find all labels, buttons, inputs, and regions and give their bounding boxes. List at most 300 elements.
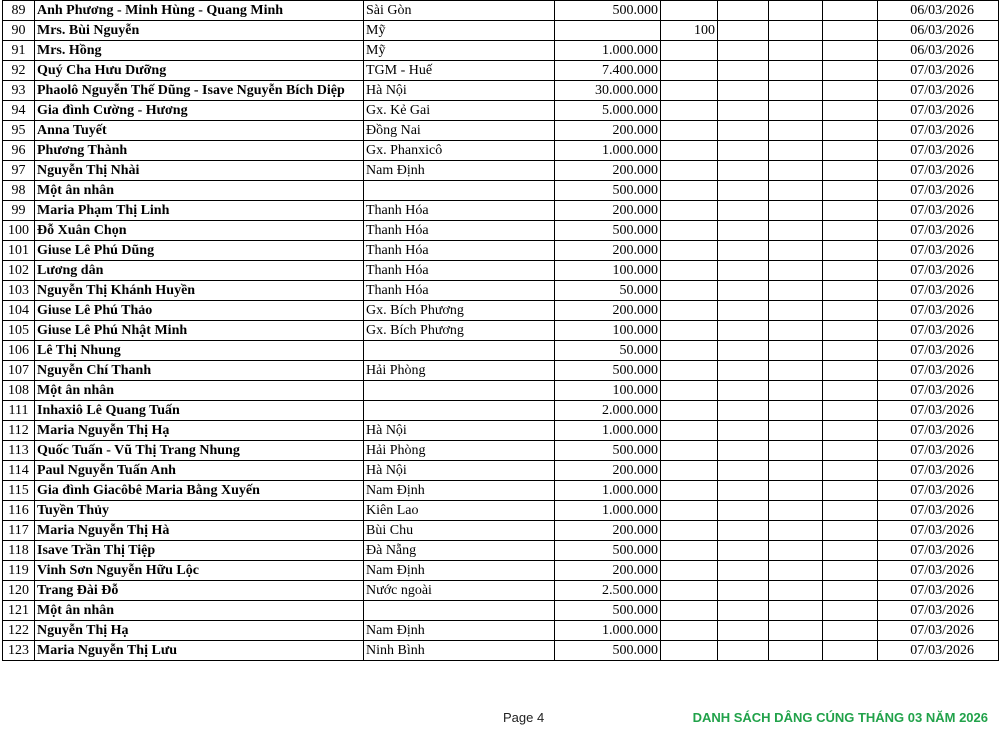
donor-place: Mỹ bbox=[364, 41, 555, 61]
donor-name: Giuse Lê Phú Nhật Minh bbox=[35, 321, 364, 341]
donation-date: 07/03/2026 bbox=[878, 541, 999, 561]
donation-amount: 1.000.000 bbox=[555, 621, 661, 641]
empty-cell bbox=[769, 1, 823, 21]
donation-amount: 1.000.000 bbox=[555, 501, 661, 521]
donor-name: Maria Nguyễn Thị Hà bbox=[35, 521, 364, 541]
other-amount bbox=[661, 641, 718, 661]
donation-date: 07/03/2026 bbox=[878, 321, 999, 341]
empty-cell bbox=[823, 221, 878, 241]
table-row bbox=[3, 241, 999, 261]
donation-amount: 500.000 bbox=[555, 1, 661, 21]
donor-name: Một ân nhân bbox=[35, 601, 364, 621]
donation-date: 07/03/2026 bbox=[878, 521, 999, 541]
empty-cell bbox=[718, 361, 769, 381]
donor-name: Maria Nguyễn Thị Hạ bbox=[35, 421, 364, 441]
donation-amount: 200.000 bbox=[555, 521, 661, 541]
empty-cell bbox=[718, 21, 769, 41]
other-amount bbox=[661, 141, 718, 161]
donation-amount bbox=[555, 21, 661, 41]
table-row bbox=[3, 101, 999, 121]
empty-cell bbox=[769, 321, 823, 341]
donor-name: Paul Nguyễn Tuấn Anh bbox=[35, 461, 364, 481]
empty-cell bbox=[823, 501, 878, 521]
other-amount bbox=[661, 401, 718, 421]
donation-date: 07/03/2026 bbox=[878, 601, 999, 621]
donor-place bbox=[364, 381, 555, 401]
other-amount bbox=[661, 341, 718, 361]
empty-cell bbox=[718, 81, 769, 101]
empty-cell bbox=[718, 541, 769, 561]
other-amount bbox=[661, 201, 718, 221]
empty-cell bbox=[823, 441, 878, 461]
donor-name: Gia đình Cường - Hương bbox=[35, 101, 364, 121]
donor-place bbox=[364, 341, 555, 361]
row-number: 114 bbox=[3, 461, 35, 481]
table-row bbox=[3, 81, 999, 101]
empty-cell bbox=[718, 161, 769, 181]
donation-amount: 50.000 bbox=[555, 281, 661, 301]
empty-cell bbox=[718, 381, 769, 401]
donor-name: Maria Nguyễn Thị Lưu bbox=[35, 641, 364, 661]
empty-cell bbox=[718, 461, 769, 481]
table-row bbox=[3, 641, 999, 661]
other-amount bbox=[661, 101, 718, 121]
other-amount bbox=[661, 121, 718, 141]
donation-date: 07/03/2026 bbox=[878, 461, 999, 481]
row-number: 102 bbox=[3, 261, 35, 281]
table-row bbox=[3, 401, 999, 421]
donation-date: 07/03/2026 bbox=[878, 121, 999, 141]
empty-cell bbox=[769, 181, 823, 201]
donor-name: Một ân nhân bbox=[35, 181, 364, 201]
empty-cell bbox=[823, 341, 878, 361]
donation-date: 07/03/2026 bbox=[878, 581, 999, 601]
empty-cell bbox=[823, 201, 878, 221]
empty-cell bbox=[769, 261, 823, 281]
empty-cell bbox=[718, 601, 769, 621]
row-number: 94 bbox=[3, 101, 35, 121]
table-row bbox=[3, 541, 999, 561]
donor-name: Phaolô Nguyễn Thế Dũng - Isave Nguyễn Bích Diệp bbox=[35, 81, 364, 101]
empty-cell bbox=[823, 41, 878, 61]
donor-name: Trang Đài Đỗ bbox=[35, 581, 364, 601]
donation-date: 07/03/2026 bbox=[878, 181, 999, 201]
donor-place bbox=[364, 401, 555, 421]
row-number: 119 bbox=[3, 561, 35, 581]
empty-cell bbox=[718, 441, 769, 461]
donor-name: Giuse Lê Phú Dũng bbox=[35, 241, 364, 261]
empty-cell bbox=[823, 421, 878, 441]
other-amount bbox=[661, 301, 718, 321]
empty-cell bbox=[823, 1, 878, 21]
donation-date: 06/03/2026 bbox=[878, 41, 999, 61]
empty-cell bbox=[823, 161, 878, 181]
empty-cell bbox=[718, 201, 769, 221]
other-amount bbox=[661, 461, 718, 481]
donor-name: Inhaxiô Lê Quang Tuấn bbox=[35, 401, 364, 421]
empty-cell bbox=[718, 101, 769, 121]
donor-name: Phương Thành bbox=[35, 141, 364, 161]
empty-cell bbox=[718, 221, 769, 241]
empty-cell bbox=[769, 161, 823, 181]
row-number: 115 bbox=[3, 481, 35, 501]
other-amount bbox=[661, 481, 718, 501]
table-row bbox=[3, 1, 999, 21]
donation-table bbox=[2, 0, 999, 661]
donation-amount: 500.000 bbox=[555, 441, 661, 461]
empty-cell bbox=[718, 421, 769, 441]
empty-cell bbox=[769, 21, 823, 41]
row-number: 123 bbox=[3, 641, 35, 661]
table-row bbox=[3, 581, 999, 601]
empty-cell bbox=[823, 601, 878, 621]
donation-amount: 500.000 bbox=[555, 641, 661, 661]
empty-cell bbox=[769, 621, 823, 641]
empty-cell bbox=[718, 521, 769, 541]
empty-cell bbox=[718, 61, 769, 81]
donation-date: 07/03/2026 bbox=[878, 201, 999, 221]
donation-date: 07/03/2026 bbox=[878, 561, 999, 581]
empty-cell bbox=[823, 241, 878, 261]
other-amount bbox=[661, 61, 718, 81]
empty-cell bbox=[718, 561, 769, 581]
row-number: 98 bbox=[3, 181, 35, 201]
donor-name: Một ân nhân bbox=[35, 381, 364, 401]
row-number: 96 bbox=[3, 141, 35, 161]
donor-name: Maria Phạm Thị Linh bbox=[35, 201, 364, 221]
donor-place: Nam Định bbox=[364, 481, 555, 501]
empty-cell bbox=[823, 481, 878, 501]
empty-cell bbox=[823, 101, 878, 121]
donor-place: Hải Phòng bbox=[364, 441, 555, 461]
empty-cell bbox=[769, 141, 823, 161]
donor-place: Gx. Bích Phương bbox=[364, 321, 555, 341]
donation-date: 07/03/2026 bbox=[878, 621, 999, 641]
donation-date: 07/03/2026 bbox=[878, 81, 999, 101]
empty-cell bbox=[769, 221, 823, 241]
donation-date: 07/03/2026 bbox=[878, 441, 999, 461]
donation-amount: 1.000.000 bbox=[555, 141, 661, 161]
donor-place: Hà Nội bbox=[364, 461, 555, 481]
empty-cell bbox=[769, 481, 823, 501]
other-amount bbox=[661, 181, 718, 201]
donation-amount: 7.400.000 bbox=[555, 61, 661, 81]
donor-place: Thanh Hóa bbox=[364, 281, 555, 301]
donation-date: 07/03/2026 bbox=[878, 301, 999, 321]
empty-cell bbox=[823, 261, 878, 281]
donor-place: Gx. Bích Phương bbox=[364, 301, 555, 321]
donation-date: 06/03/2026 bbox=[878, 21, 999, 41]
table-row bbox=[3, 561, 999, 581]
donation-date: 06/03/2026 bbox=[878, 1, 999, 21]
donor-name: Anh Phương - Minh Hùng - Quang Minh bbox=[35, 1, 364, 21]
table-row bbox=[3, 621, 999, 641]
donation-amount: 2.000.000 bbox=[555, 401, 661, 421]
donation-amount: 5.000.000 bbox=[555, 101, 661, 121]
empty-cell bbox=[718, 1, 769, 21]
donation-amount: 2.500.000 bbox=[555, 581, 661, 601]
donation-amount: 500.000 bbox=[555, 601, 661, 621]
donation-amount: 200.000 bbox=[555, 241, 661, 261]
empty-cell bbox=[718, 501, 769, 521]
empty-cell bbox=[718, 281, 769, 301]
empty-cell bbox=[823, 141, 878, 161]
row-number: 105 bbox=[3, 321, 35, 341]
empty-cell bbox=[823, 521, 878, 541]
row-number: 104 bbox=[3, 301, 35, 321]
empty-cell bbox=[769, 121, 823, 141]
empty-cell bbox=[769, 61, 823, 81]
empty-cell bbox=[823, 181, 878, 201]
donor-place: Nam Định bbox=[364, 621, 555, 641]
other-amount bbox=[661, 421, 718, 441]
donor-name: Vinh Sơn Nguyễn Hữu Lộc bbox=[35, 561, 364, 581]
table-row bbox=[3, 521, 999, 541]
table-row bbox=[3, 281, 999, 301]
donation-amount: 1.000.000 bbox=[555, 481, 661, 501]
donation-date: 07/03/2026 bbox=[878, 381, 999, 401]
other-amount: 100 bbox=[661, 21, 718, 41]
other-amount bbox=[661, 521, 718, 541]
empty-cell bbox=[769, 381, 823, 401]
donor-place: Thanh Hóa bbox=[364, 241, 555, 261]
donor-name: Quý Cha Hưu Dưỡng bbox=[35, 61, 364, 81]
donation-amount: 200.000 bbox=[555, 161, 661, 181]
other-amount bbox=[661, 221, 718, 241]
empty-cell bbox=[718, 641, 769, 661]
donation-amount: 200.000 bbox=[555, 561, 661, 581]
donor-place: Thanh Hóa bbox=[364, 221, 555, 241]
empty-cell bbox=[823, 401, 878, 421]
donation-date: 07/03/2026 bbox=[878, 141, 999, 161]
empty-cell bbox=[718, 261, 769, 281]
table-row bbox=[3, 41, 999, 61]
donor-place: Bùi Chu bbox=[364, 521, 555, 541]
empty-cell bbox=[718, 341, 769, 361]
empty-cell bbox=[823, 361, 878, 381]
donor-name: Nguyễn Thị Khánh Huyền bbox=[35, 281, 364, 301]
other-amount bbox=[661, 281, 718, 301]
donation-amount: 200.000 bbox=[555, 461, 661, 481]
donation-amount: 500.000 bbox=[555, 221, 661, 241]
table-row bbox=[3, 441, 999, 461]
row-number: 91 bbox=[3, 41, 35, 61]
donor-place: Nam Định bbox=[364, 161, 555, 181]
row-number: 118 bbox=[3, 541, 35, 561]
row-number: 90 bbox=[3, 21, 35, 41]
row-number: 117 bbox=[3, 521, 35, 541]
table-row bbox=[3, 601, 999, 621]
donor-place: Kiên Lao bbox=[364, 501, 555, 521]
row-number: 120 bbox=[3, 581, 35, 601]
donor-place: Đồng Nai bbox=[364, 121, 555, 141]
donor-place: Hải Phòng bbox=[364, 361, 555, 381]
empty-cell bbox=[823, 21, 878, 41]
empty-cell bbox=[718, 181, 769, 201]
donor-name: Lương dân bbox=[35, 261, 364, 281]
empty-cell bbox=[823, 641, 878, 661]
donation-date: 07/03/2026 bbox=[878, 401, 999, 421]
other-amount bbox=[661, 381, 718, 401]
donor-name: Quốc Tuấn - Vũ Thị Trang Nhung bbox=[35, 441, 364, 461]
empty-cell bbox=[769, 601, 823, 621]
donation-amount: 500.000 bbox=[555, 541, 661, 561]
donation-amount: 500.000 bbox=[555, 361, 661, 381]
empty-cell bbox=[718, 41, 769, 61]
empty-cell bbox=[823, 381, 878, 401]
empty-cell bbox=[769, 441, 823, 461]
row-number: 100 bbox=[3, 221, 35, 241]
table-row bbox=[3, 501, 999, 521]
table-row bbox=[3, 221, 999, 241]
donation-date: 07/03/2026 bbox=[878, 421, 999, 441]
row-number: 93 bbox=[3, 81, 35, 101]
table-row bbox=[3, 181, 999, 201]
other-amount bbox=[661, 261, 718, 281]
empty-cell bbox=[823, 321, 878, 341]
donor-place: Thanh Hóa bbox=[364, 261, 555, 281]
donation-amount: 30.000.000 bbox=[555, 81, 661, 101]
empty-cell bbox=[718, 321, 769, 341]
table-row bbox=[3, 21, 999, 41]
empty-cell bbox=[769, 81, 823, 101]
donor-name: Giuse Lê Phú Thảo bbox=[35, 301, 364, 321]
donation-amount: 100.000 bbox=[555, 261, 661, 281]
donation-date: 07/03/2026 bbox=[878, 221, 999, 241]
donation-date: 07/03/2026 bbox=[878, 481, 999, 501]
donor-name: Nguyễn Thị Nhài bbox=[35, 161, 364, 181]
donation-date: 07/03/2026 bbox=[878, 101, 999, 121]
empty-cell bbox=[769, 341, 823, 361]
empty-cell bbox=[769, 421, 823, 441]
other-amount bbox=[661, 501, 718, 521]
table-row bbox=[3, 361, 999, 381]
row-number: 112 bbox=[3, 421, 35, 441]
other-amount bbox=[661, 621, 718, 641]
empty-cell bbox=[769, 461, 823, 481]
donor-place: Nam Định bbox=[364, 561, 555, 581]
other-amount bbox=[661, 581, 718, 601]
other-amount bbox=[661, 321, 718, 341]
donor-place: Gx. Kẻ Gai bbox=[364, 101, 555, 121]
other-amount bbox=[661, 441, 718, 461]
row-number: 107 bbox=[3, 361, 35, 381]
donor-place: Đà Nẵng bbox=[364, 541, 555, 561]
row-number: 101 bbox=[3, 241, 35, 261]
donation-sheet bbox=[2, 0, 999, 661]
donation-date: 07/03/2026 bbox=[878, 281, 999, 301]
donor-place: TGM - Huế bbox=[364, 61, 555, 81]
row-number: 111 bbox=[3, 401, 35, 421]
empty-cell bbox=[823, 81, 878, 101]
donation-amount: 1.000.000 bbox=[555, 41, 661, 61]
empty-cell bbox=[718, 581, 769, 601]
donation-date: 07/03/2026 bbox=[878, 361, 999, 381]
donor-place: Gx. Phanxicô bbox=[364, 141, 555, 161]
empty-cell bbox=[769, 541, 823, 561]
row-number: 121 bbox=[3, 601, 35, 621]
donor-name: Isave Trần Thị Tiệp bbox=[35, 541, 364, 561]
empty-cell bbox=[769, 41, 823, 61]
donor-place: Hà Nội bbox=[364, 421, 555, 441]
empty-cell bbox=[718, 401, 769, 421]
row-number: 108 bbox=[3, 381, 35, 401]
donation-amount: 200.000 bbox=[555, 121, 661, 141]
row-number: 92 bbox=[3, 61, 35, 81]
empty-cell bbox=[718, 121, 769, 141]
table-body bbox=[3, 1, 999, 661]
donation-date: 07/03/2026 bbox=[878, 641, 999, 661]
donor-name: Tuyền Thủy bbox=[35, 501, 364, 521]
donor-name: Mrs. Hồng bbox=[35, 41, 364, 61]
donor-place: Ninh Bình bbox=[364, 641, 555, 661]
donation-date: 07/03/2026 bbox=[878, 501, 999, 521]
donor-place: Thanh Hóa bbox=[364, 201, 555, 221]
donation-amount: 200.000 bbox=[555, 201, 661, 221]
empty-cell bbox=[823, 461, 878, 481]
donor-name: Lê Thị Nhung bbox=[35, 341, 364, 361]
table-row bbox=[3, 201, 999, 221]
row-number: 106 bbox=[3, 341, 35, 361]
table-row bbox=[3, 321, 999, 341]
row-number: 99 bbox=[3, 201, 35, 221]
donor-name: Mrs. Bùi Nguyễn bbox=[35, 21, 364, 41]
donor-place: Sài Gòn bbox=[364, 1, 555, 21]
table-row bbox=[3, 261, 999, 281]
donation-date: 07/03/2026 bbox=[878, 261, 999, 281]
donation-date: 07/03/2026 bbox=[878, 341, 999, 361]
table-row bbox=[3, 141, 999, 161]
row-number: 116 bbox=[3, 501, 35, 521]
row-number: 89 bbox=[3, 1, 35, 21]
donation-amount: 200.000 bbox=[555, 301, 661, 321]
empty-cell bbox=[823, 621, 878, 641]
empty-cell bbox=[769, 501, 823, 521]
empty-cell bbox=[718, 141, 769, 161]
donor-place bbox=[364, 181, 555, 201]
donor-place: Hà Nội bbox=[364, 81, 555, 101]
donor-place bbox=[364, 601, 555, 621]
empty-cell bbox=[718, 481, 769, 501]
page-number: Page 4 bbox=[503, 710, 545, 725]
table-row bbox=[3, 61, 999, 81]
other-amount bbox=[661, 561, 718, 581]
other-amount bbox=[661, 41, 718, 61]
empty-cell bbox=[769, 521, 823, 541]
donor-name: Gia đình Giacôbê Maria Bằng Xuyến bbox=[35, 481, 364, 501]
other-amount bbox=[661, 601, 718, 621]
empty-cell bbox=[769, 281, 823, 301]
donor-name: Nguyễn Chí Thanh bbox=[35, 361, 364, 381]
table-row bbox=[3, 121, 999, 141]
donor-place: Nước ngoài bbox=[364, 581, 555, 601]
empty-cell bbox=[769, 561, 823, 581]
table-row bbox=[3, 421, 999, 441]
empty-cell bbox=[769, 241, 823, 261]
donor-name: Nguyễn Thị Hạ bbox=[35, 621, 364, 641]
empty-cell bbox=[769, 101, 823, 121]
donor-place: Mỹ bbox=[364, 21, 555, 41]
table-row bbox=[3, 481, 999, 501]
row-number: 103 bbox=[3, 281, 35, 301]
donation-date: 07/03/2026 bbox=[878, 241, 999, 261]
empty-cell bbox=[823, 121, 878, 141]
donation-date: 07/03/2026 bbox=[878, 61, 999, 81]
table-row bbox=[3, 461, 999, 481]
other-amount bbox=[661, 1, 718, 21]
donation-date: 07/03/2026 bbox=[878, 161, 999, 181]
other-amount bbox=[661, 81, 718, 101]
